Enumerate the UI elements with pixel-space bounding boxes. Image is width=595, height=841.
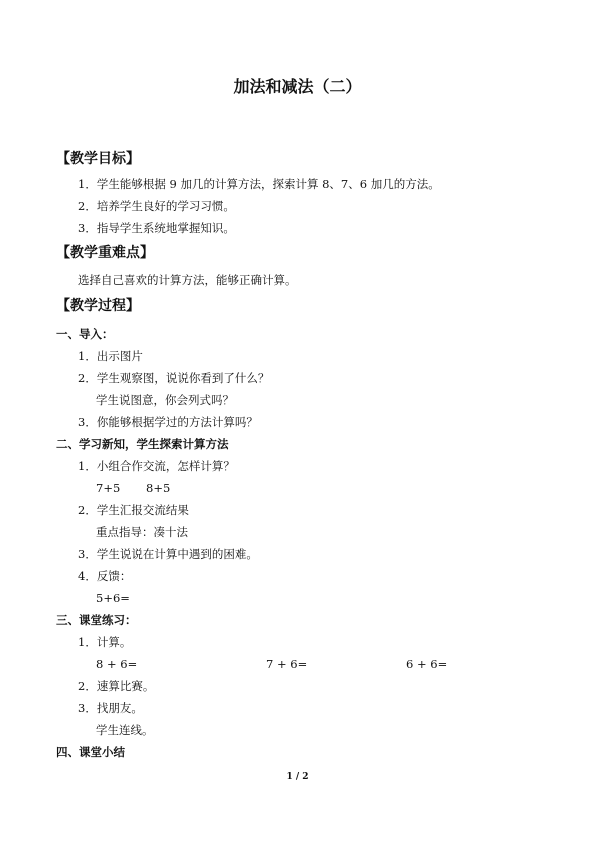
process-heading: 【教学过程】 bbox=[56, 298, 140, 314]
objective-item: 1．学生能够根据 9 加几的计算方法，探索计算 8、7、6 加几的方法。 bbox=[78, 177, 440, 191]
part-1-line: 3．你能够根据学过的方法计算吗？ bbox=[78, 415, 258, 429]
part-4-title: 四、课堂小结 bbox=[56, 745, 125, 759]
equation: 6 + 6= bbox=[406, 657, 448, 671]
key-points-heading: 【教学重难点】 bbox=[56, 245, 154, 261]
equation: 8 + 6= bbox=[96, 657, 138, 671]
equation: 8+5 bbox=[146, 481, 171, 495]
equation: 7 + 6= bbox=[266, 657, 308, 671]
page-number: 1 / 2 bbox=[286, 772, 309, 782]
part-3-line: 1．计算。 bbox=[78, 635, 132, 649]
equation: 5+6= bbox=[96, 591, 130, 605]
part-2-line: 4．反馈： bbox=[78, 569, 132, 583]
page-title: 加法和减法（二） bbox=[233, 77, 362, 96]
part-3-title: 三、课堂练习： bbox=[56, 613, 137, 627]
objectives-heading: 【教学目标】 bbox=[56, 151, 140, 167]
part-2-line: 3．学生说说在计算中遇到的困难。 bbox=[78, 547, 258, 561]
part-3-line: 2．速算比赛。 bbox=[78, 679, 155, 693]
key-points-text: 选择自己喜欢的计算方法，能够正确计算。 bbox=[78, 273, 297, 287]
part-1-line: 1．出示图片 bbox=[78, 349, 143, 363]
part-1-title: 一、导入： bbox=[56, 327, 114, 341]
part-3-line: 学生连线。 bbox=[96, 723, 154, 737]
part-2-line: 1．小组合作交流，怎样计算？ bbox=[78, 459, 235, 473]
part-1-line: 学生说图意，你会列式吗？ bbox=[96, 393, 234, 407]
objective-item: 3．指导学生系统地掌握知识。 bbox=[78, 221, 235, 235]
part-2-line: 重点指导：凑十法 bbox=[96, 525, 188, 539]
equation: 7+5 bbox=[96, 481, 121, 495]
part-2-title: 二、学习新知，学生探索计算方法 bbox=[56, 437, 229, 451]
part-2-line: 2．学生汇报交流结果 bbox=[78, 503, 189, 517]
part-1-line: 2．学生观察图，说说你看到了什么？ bbox=[78, 371, 270, 385]
part-3-line: 3．找朋友。 bbox=[78, 701, 143, 715]
objective-item: 2．培养学生良好的学习习惯。 bbox=[78, 199, 235, 213]
